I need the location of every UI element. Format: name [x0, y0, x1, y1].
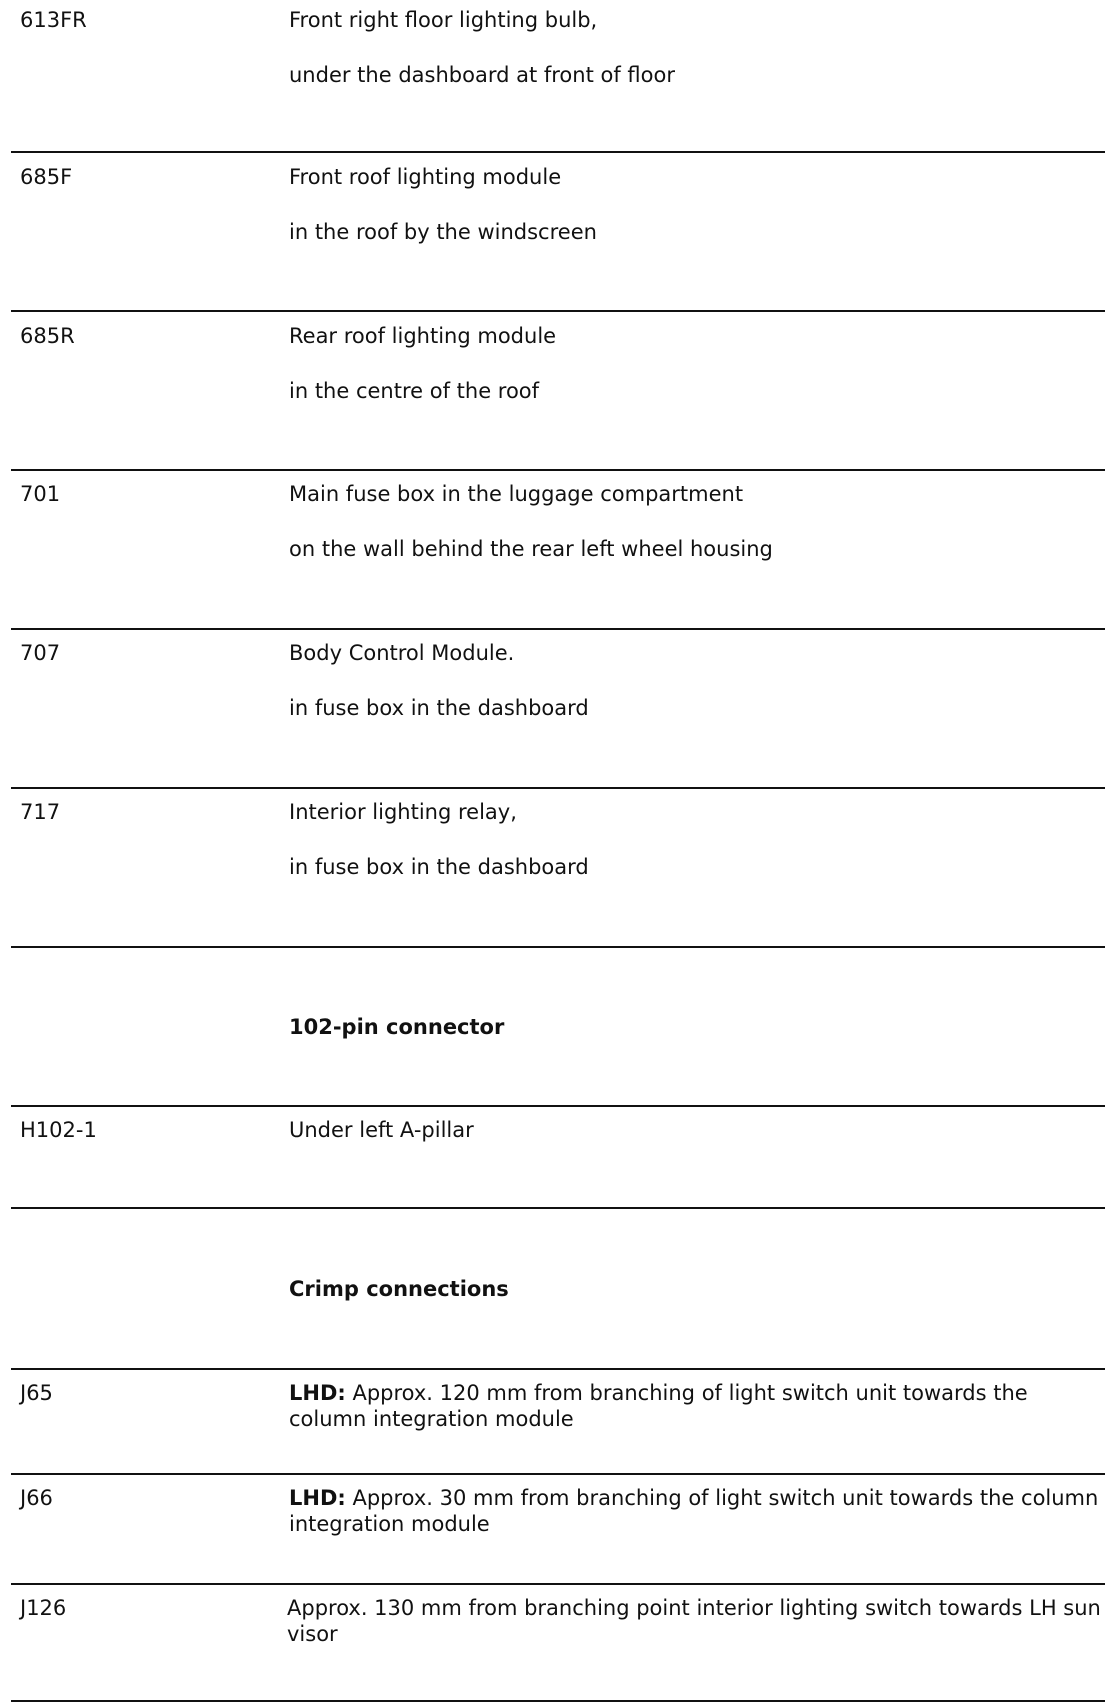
row-description-line1: Rear roof lighting module — [289, 324, 557, 348]
row-code: J126 — [20, 1596, 67, 1620]
row-description-text: Approx. 30 mm from branching of light switch unit towards the column integration module — [289, 1486, 1099, 1536]
row-code: J65 — [20, 1381, 53, 1405]
row-divider — [11, 1105, 1105, 1107]
row-code: 613FR — [20, 8, 87, 32]
row-divider — [11, 310, 1105, 312]
row-description: Approx. 130 mm from branching point interior lighting switch towards LH sun visor — [287, 1596, 1101, 1646]
row-description-line1: Under left A-pillar — [289, 1118, 474, 1142]
lhd-label: LHD: — [289, 1486, 346, 1510]
row-description — [289, 1485, 1109, 1537]
row-divider — [11, 1583, 1105, 1585]
row-code: 717 — [20, 800, 61, 824]
row-description-line2: in fuse box in the dashboard — [289, 855, 589, 879]
row-divider — [11, 1207, 1105, 1209]
row-divider — [11, 469, 1105, 471]
row-description-line1: Front roof lighting module — [289, 165, 562, 189]
row-description-line2: in the centre of the roof — [289, 379, 540, 403]
row-description-line2: in the roof by the windscreen — [289, 220, 597, 244]
section-heading-connector: 102-pin connector — [289, 1015, 505, 1039]
row-description-line1: Front right floor lighting bulb, — [289, 8, 598, 32]
section-heading-crimp: Crimp connections — [289, 1277, 509, 1301]
row-divider — [11, 946, 1105, 948]
row-description-text: Approx. 120 mm from branching of light switch unit towards the column integration module — [289, 1381, 1028, 1431]
row-divider — [11, 1700, 1105, 1702]
row-code: H102-1 — [20, 1118, 97, 1142]
row-description-line2: in fuse box in the dashboard — [289, 696, 589, 720]
lhd-label: LHD: — [289, 1381, 346, 1405]
row-code: 685R — [20, 324, 75, 348]
row-description-line2: under the dashboard at front of floor — [289, 63, 675, 87]
row-code: 701 — [20, 482, 61, 506]
row-divider — [11, 787, 1105, 789]
row-code: J66 — [20, 1486, 53, 1510]
row-description-line2: on the wall behind the rear left wheel housing — [289, 537, 773, 561]
row-divider — [11, 628, 1105, 630]
row-description-line1: Interior lighting relay, — [289, 800, 517, 824]
row-code: 707 — [20, 641, 61, 665]
row-description-line1: Body Control Module. — [289, 641, 515, 665]
row-description — [289, 1380, 1109, 1432]
row-code: 685F — [20, 165, 73, 189]
row-divider — [11, 151, 1105, 153]
row-divider — [11, 1368, 1105, 1370]
row-divider — [11, 1473, 1105, 1475]
row-description-line1: Main fuse box in the luggage compartment — [289, 482, 744, 506]
